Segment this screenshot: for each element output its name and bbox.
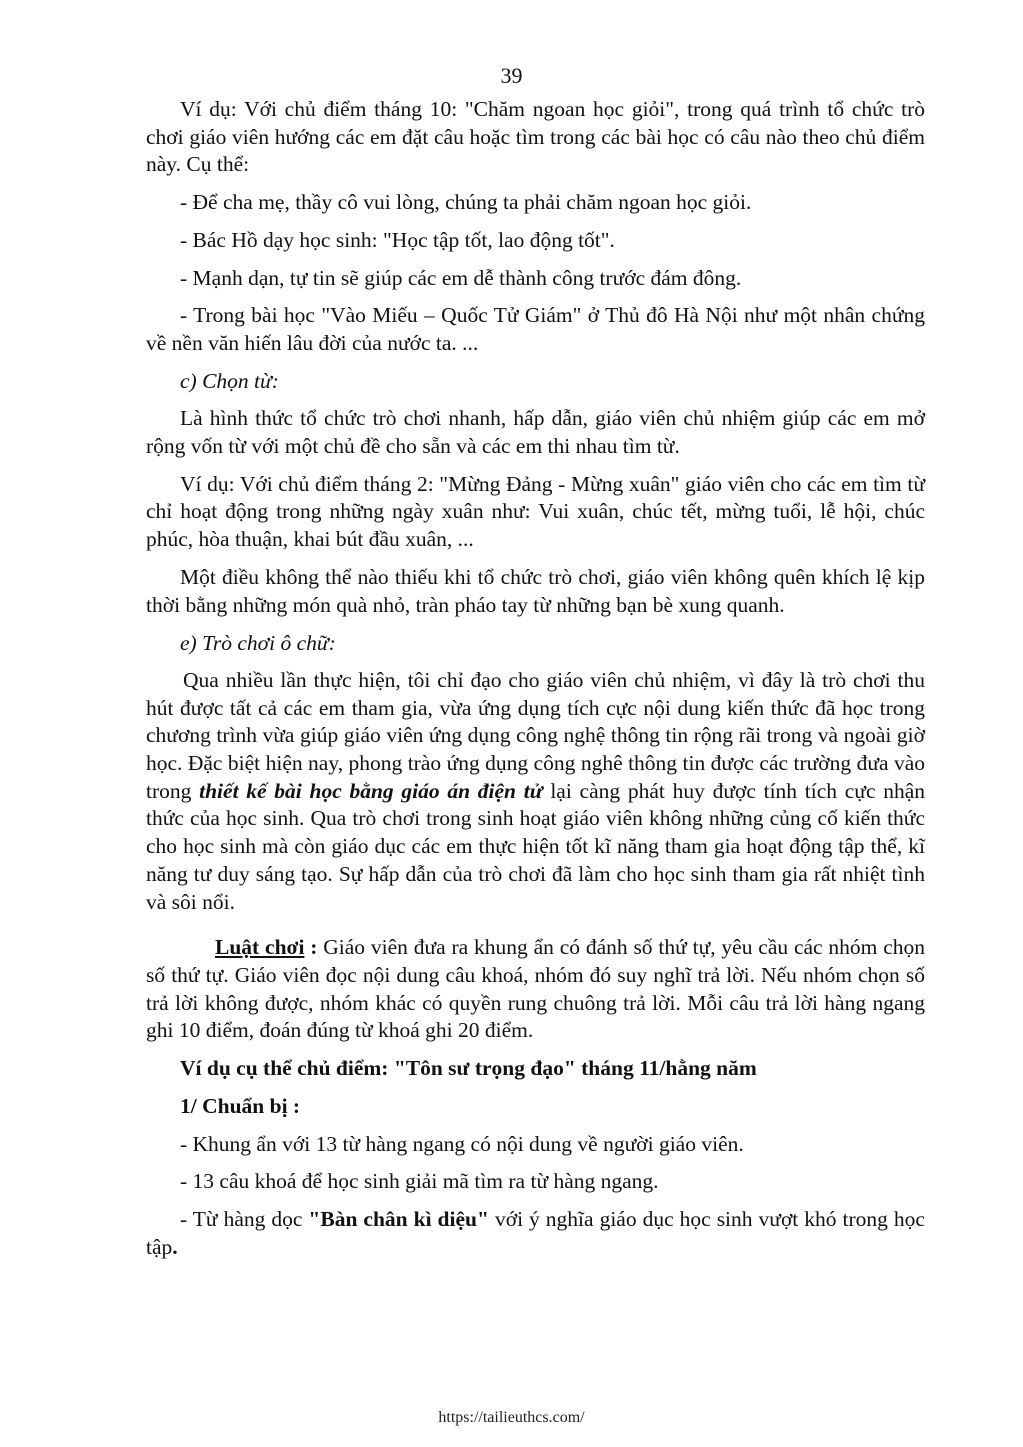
page-number: 39 [500, 63, 523, 88]
example-paragraph-october: Ví dụ: Với chủ điểm tháng 10: "Chăm ngoan học giỏi", trong quá trình tổ chức trò chơi giáo viên hướng các em đặt câu hoặc tìm trong các bài học có câu nào theo chủ điểm này. Cụ thể: [146, 97, 925, 177]
crossword-paragraph [146, 667, 925, 916]
example-heading: Ví dụ cụ thể chủ điểm: "Tôn sư trọng đạo" tháng 11/hằng năm [180, 1056, 757, 1081]
crossword-text-end: lại càng phát huy được tính tích cực nhận thức của học sinh. Qua trò chơi trong sinh hoạt giáo viên không những củng cố kiến thức cho học sinh mà còn giáo dục các em thực hiện tốt kĩ năng tham gia hoạt động tập thể, kĩ năng tư duy sáng tạo. Sự hấp dẫn của trò chơi đã làm cho học sinh tham gia rất nhiệt tình và sôi nổi. [146, 778, 926, 914]
example-sentence-2: - Bác Hồ dạy học sinh: "Học tập tốt, lao động tốt". [180, 227, 615, 252]
section-heading-crossword: e) Trò chơi ô chữ: [180, 631, 336, 656]
vertical-word: "Bàn chân kì diệu" [308, 1206, 489, 1231]
choose-words-paragraph: Là hình thức tổ chức trò chơi nhanh, hấp dẫn, giáo viên chủ nhiệm giúp các em mở rộng vốn từ với một chủ đề cho sẵn và các em thi nhau tìm từ. [146, 406, 925, 459]
example-sentence-4: - Trong bài học "Vào Miếu – Quốc Tử Giám" ở Thủ đô Hà Nội như một nhân chứng về nền văn hiến lâu đời của nước ta. ... [146, 303, 925, 355]
crossword-text-start: Qua nhiều lần thực hiện, tôi chỉ đạo cho giáo viên chủ nhiệm, vì đây là trò chơi thu hút được tất cả các em tham gia, vừa ứng dụng tích cực nội dung kiến thức đã học trong chương trình vừa giúp giáo viên ứng dụng công nghệ thông tin rộng rãi trong và ngoài giờ học. Đặc biệt hiện nay, phong trào ứng dụng công nghê thông tin được các trường đưa vào trong [146, 667, 925, 803]
example-paragraph-february: Ví dụ: Với chủ điểm tháng 2: "Mừng Đảng - Mừng xuân" giáo viên cho các em tìm từ chỉ hoạt động trong những ngày xuân như: Vui xuân, chúc tết, mừng tuổi, lễ hội, chúc phúc, hòa thuận, khai bút đầu xuân, ... [146, 471, 925, 552]
game-rules-label: Luật chơi [215, 935, 305, 960]
example-sentence-3: - Mạnh dạn, tự tin sẽ giúp các em dễ thành công trước đám đông. [180, 265, 742, 290]
example-sentence-1: - Để cha mẹ, thầy cô vui lòng, chúng ta phải chăm ngoan học giỏi. [180, 190, 752, 215]
preparation-item-1: - Khung ẩn với 13 từ hàng ngang có nội dung về người giáo viên. [180, 1131, 744, 1156]
game-rules-paragraph [146, 934, 925, 1045]
preparation-heading: 1/ Chuẩn bị : [180, 1093, 301, 1118]
footer-url: https://tailieuthcs.com/ [438, 1409, 585, 1426]
game-rules-text: Giáo viên đưa ra khung ẩn có đánh số thứ tự, yêu cầu các nhóm chọn số thứ tự. Giáo viên đọc nội dung câu khoá, nhóm đó suy nghĩ trả lời. Nếu nhóm chọn số trả lời không được, nhóm khác có quyền rung chuông trả lời. Mỗi câu trả lời hàng ngang ghi 10 điểm, đoán đúng từ khoá ghi 20 điểm. [146, 935, 925, 1043]
game-rules-colon: : [304, 935, 318, 960]
vertical-word-period: . [172, 1234, 178, 1259]
section-heading-choose-words: c) Chọn từ: [180, 368, 279, 393]
preparation-item-3 [146, 1206, 925, 1261]
encouragement-paragraph: Một điều không thể nào thiếu khi tổ chức trò chơi, giáo viên không quên khích lệ kịp thời bằng những món quà nhỏ, tràn pháo tay từ những bạn bè xung quanh. [146, 564, 925, 617]
vertical-word-meaning: với ý nghĩa giáo dục học sinh vượt khó trong học tập [146, 1206, 925, 1259]
body-text [146, 96, 925, 1261]
preparation-item-2: - 13 câu khoá để học sinh giải mã tìm ra từ hàng ngang. [180, 1169, 659, 1194]
crossword-emphasis: thiết kế bài học bằng giáo án điện tử [199, 778, 543, 803]
vertical-word-intro: - Từ hàng dọc [180, 1206, 309, 1231]
